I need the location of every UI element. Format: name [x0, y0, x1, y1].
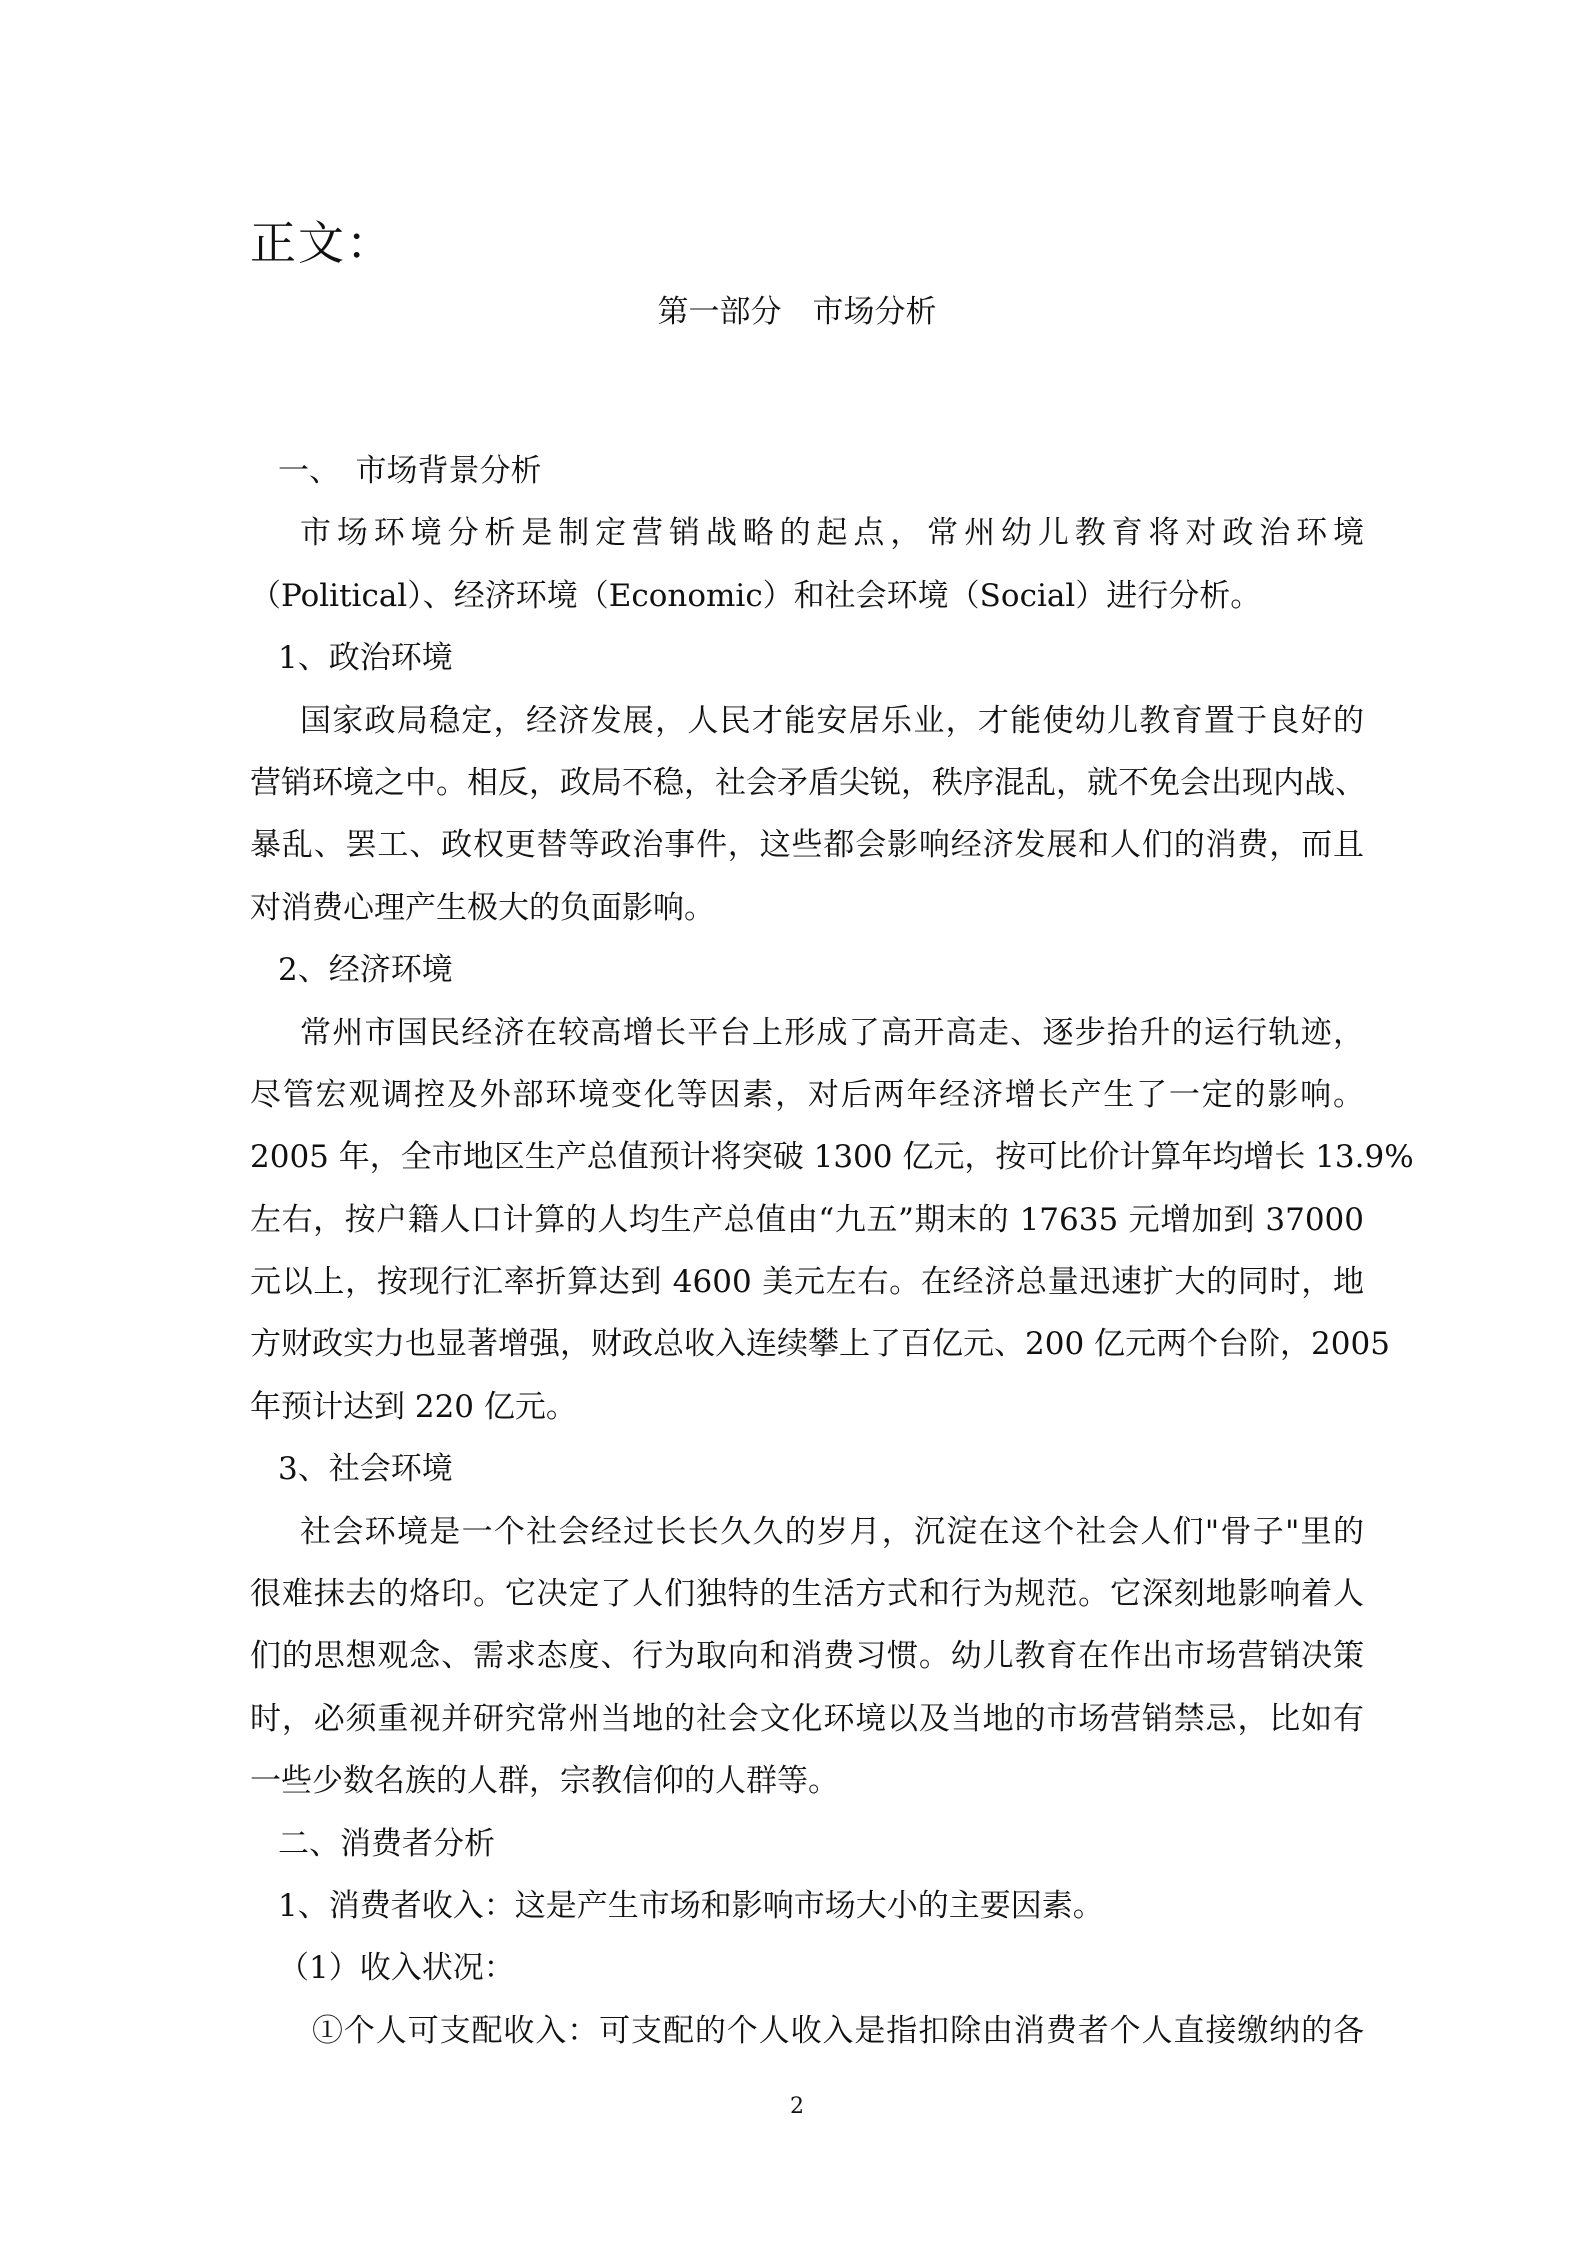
subheading-economic: 2、经济环境 [278, 952, 453, 989]
paragraph-line: 尽管宏观调控及外部环境变化等因素，对后两年经济增长产生了一定的影响。 [250, 1076, 1364, 1113]
subheading-political: 1、政治环境 [278, 640, 453, 677]
document-body [250, 440, 1414, 2062]
subheading-consumer-income: 1、消费者收入：这是产生市场和影响市场大小的主要因素。 [278, 1887, 1104, 1924]
part-title: 第一部分 市场分析 [657, 294, 937, 330]
paragraph-line: 社会环境是一个社会经过长长久久的岁月，沉淀在这个社会人们"骨子"里的 [300, 1513, 1364, 1550]
paragraph-line: ①个人可支配收入：可支配的个人收入是指扣除由消费者个人直接缴纳的各 [312, 2012, 1364, 2049]
paragraph-line: 时，必须重视并研究常州当地的社会文化环境以及当地的市场营销禁忌，比如有 [250, 1700, 1364, 1737]
paragraph-line: 左右，按户籍人口计算的人均生产总值由“九五”期末的 17635 元增加到 37000 [250, 1201, 1364, 1238]
section-heading-market-background: 一、 市场背景分析 [278, 453, 542, 489]
paragraph-line: 年预计达到 220 亿元。 [250, 1388, 577, 1425]
paragraph-line: 方财政实力也显著增强，财政总收入连续攀上了百亿元、200 亿元两个台阶，2005 [250, 1326, 1390, 1363]
subheading-income-status: （1）收入状况： [278, 1950, 515, 1987]
paragraph-line: 元以上，按现行汇率折算达到 4600 美元左右。在经济总量迅速扩大的同时，地 [250, 1264, 1364, 1301]
paragraph-line: 常州市国民经济在较高增长平台上形成了高开高走、逐步抬升的运行轨迹， [300, 1014, 1364, 1051]
section-heading-consumer-analysis: 二、消费者分析 [278, 1825, 495, 1862]
paragraph-line: （Political）、经济环境（Economic）和社会环境（Social）进行分析。 [250, 577, 1262, 614]
paragraph-line: 对消费心理产生极大的负面影响。 [250, 889, 715, 926]
main-heading: 正文： [250, 216, 394, 270]
page-number: 2 [790, 2094, 804, 2119]
paragraph-line: 一些少数名族的人群，宗教信仰的人群等。 [250, 1763, 839, 1800]
paragraph-line: 很难抹去的烙印。它决定了人们独特的生活方式和行为规范。它深刻地影响着人 [250, 1576, 1364, 1613]
paragraph-line: 暴乱、罢工、政权更替等政治事件，这些都会影响经济发展和人们的消费，而且 [250, 827, 1364, 864]
paragraph-line: 们的思想观念、需求态度、行为取向和消费习惯。幼儿教育在作出市场营销决策 [250, 1638, 1364, 1675]
paragraph-line: 国家政局稳定，经济发展，人民才能安居乐业，才能使幼儿教育置于良好的 [300, 702, 1364, 739]
paragraph-line: 2005 年，全市地区生产总值预计将突破 1300 亿元，按可比价计算年均增长 13.9% [250, 1139, 1414, 1176]
paragraph-line: 营销环境之中。相反，政局不稳，社会矛盾尖锐，秩序混乱，就不免会出现内战、 [250, 764, 1366, 801]
paragraph-line: 市场环境分析是制定营销战略的起点，常州幼儿教育将对政治环境 [300, 515, 1364, 552]
subheading-social: 3、社会环境 [278, 1451, 453, 1488]
